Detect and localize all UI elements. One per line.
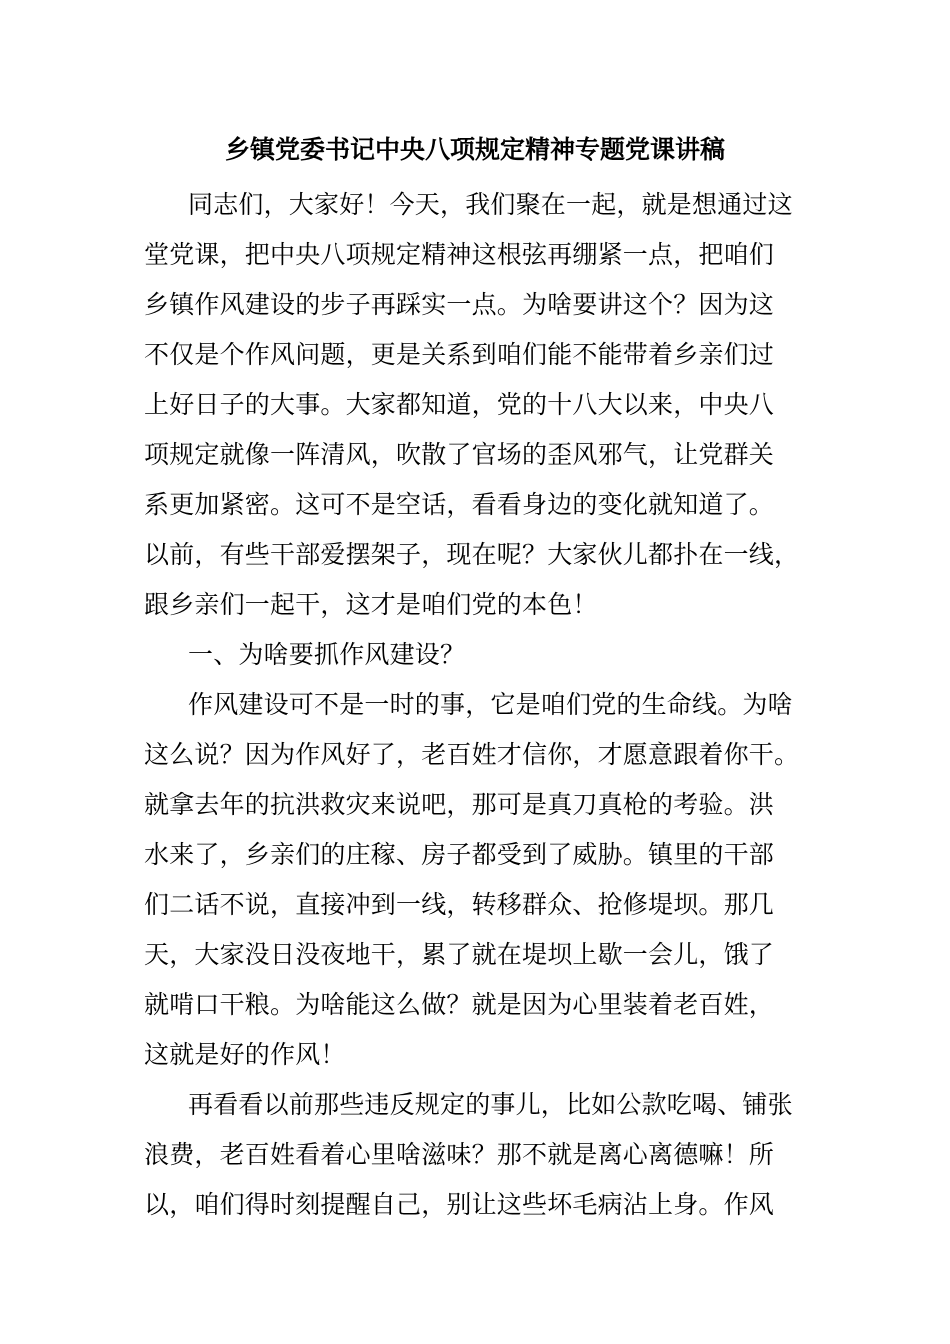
document-title: 乡镇党委书记中央八项规定精神专题党课讲稿	[224, 135, 725, 164]
paragraph-flood-example: 作风建设可不是一时的事，它是咱们党的生命线。为啥 这么说？因为作风好了，老百姓才信你，才愿意跟着你干。 就拿去年的抗洪救灾来说吧，那可是真刀真枪的考验。洪 水来了，乡亲们的庄稼、房子都受到了威胁。镇里的干部 们二话不说，直接冲到一线，转移群众、抢修堤坝。那几 天，大家没日没夜地干，累了就在堤坝上歇一会儿，饿了 就啃口干粮。为啥能这么做？就是因为心里装着老百姓， 这就是好的作风！	[144, 690, 800, 1069]
paragraph-violations: 再看看以前那些违反规定的事儿，比如公款吃喝、铺张 浪费，老百姓看着心里啥滋味？那不就是离心离德嘛！所 以，咱们得时刻提醒自己，别让这些坏毛病沾上身。作风	[144, 1090, 793, 1219]
paragraph-intro: 同志们，大家好！今天，我们聚在一起，就是想通过这 堂党课，把中央八项规定精神这根弦再绷紧一点，把咱们 乡镇作风建设的步子再踩实一点。为啥要讲这个？因为这 不仅是个作风问题，更是关系到咱们能不能带着乡亲们过 上好日子的大事。大家都知道，党的十八大以来，中央八 项规定就像一阵清风，吹散了官场的歪风邪气，让党群关 系更加紧密。这可不是空话，看看身边的变化就知道了。 以前，有些干部爱摆架子，现在呢？大家伙儿都扑在一线， 跟乡亲们一起干，这才是咱们党的本色！	[144, 190, 800, 619]
section-heading-1: 一、为啥要抓作风建设？	[188, 640, 466, 669]
document-body	[144, 180, 808, 1230]
